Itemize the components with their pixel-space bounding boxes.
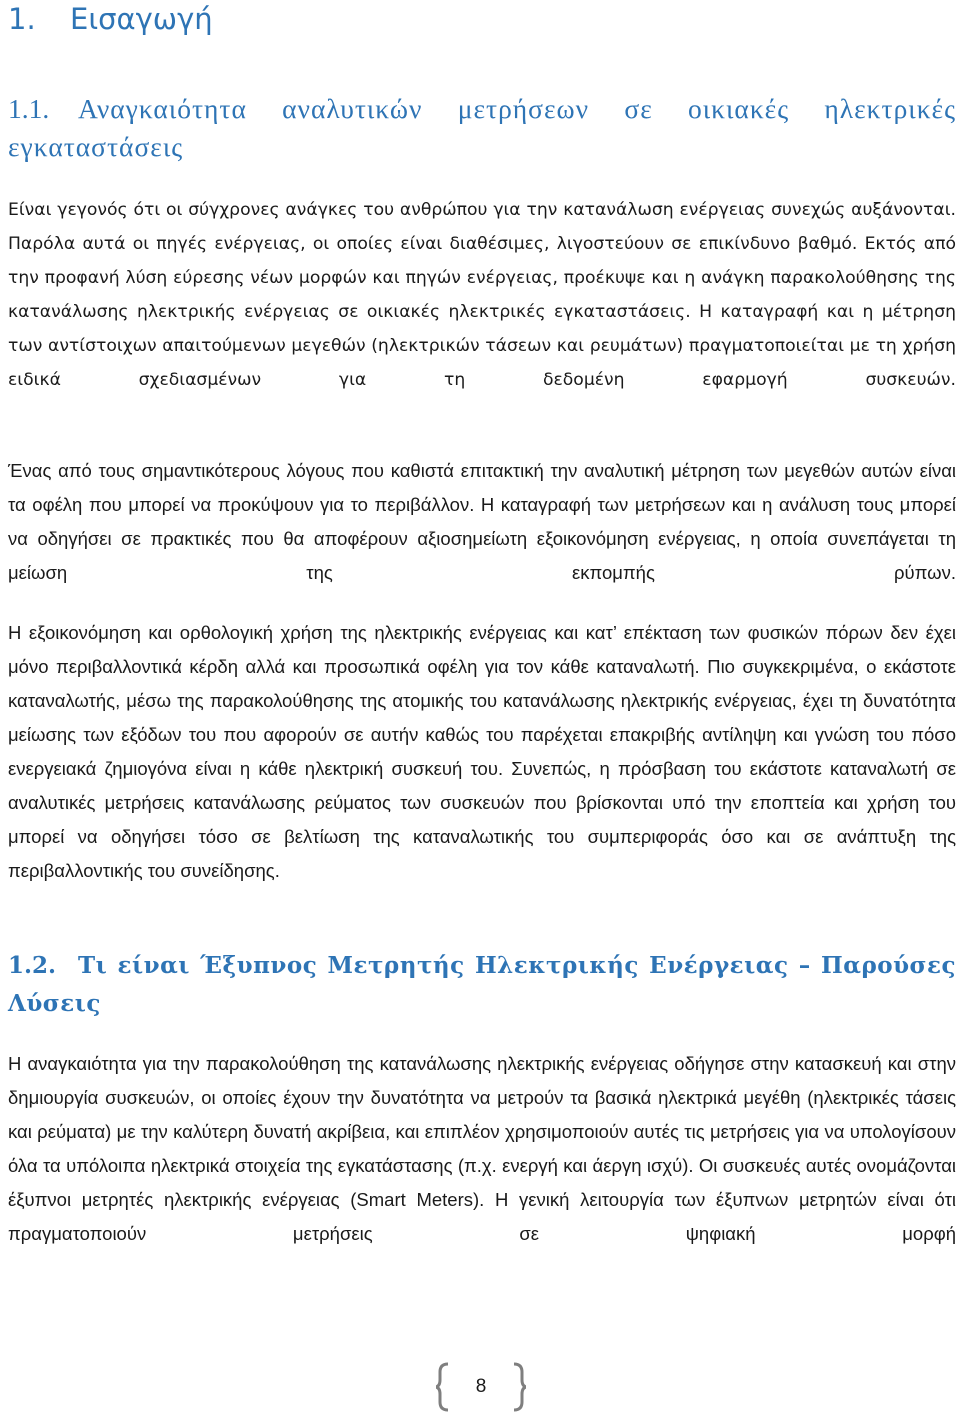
chapter-title: Εισαγωγή	[70, 2, 213, 36]
page-footer	[436, 1362, 526, 1412]
paragraph-4: Η αναγκαιότητα για την παρακολούθηση της κατανάλωσης ηλεκτρικής ενέργειας οδήγησε στην κατασκευή και στην δημιουργία συσκευών, οι οποίες έχουν την δυνατότητα να μετρούν τα βασικά ηλεκτρικά μεγέθη (ηλεκτρικές τάσεις και ρεύματα) με την καλύτερη δυνατή ακρίβεια, και επιπλέον χρησιμοποιούν αυτές τις μετρήσεις για να υπολογίσουν όλα τα υπόλοιπα ηλεκτρικά στοιχεία της εγκατάστασης (π.χ. ενεργή και άεργη ισχύ). Οι συσκευές αυτές ονομάζονται έξυπνοι μετρητές ηλεκτρικής ενέργειας (Smart Meters). Η γενική λειτουργία των έξυπνων μετρητών είναι ότι πραγματοποιούν μετρήσεις σε ψηφιακή μορφή	[8, 1053, 956, 1244]
section-heading-1-1	[8, 90, 956, 166]
section-title: Τι είναι Έξυπνος Μετρητής Ηλεκτρικής Ενέργειας – Παρούσες Λύσεις	[8, 952, 956, 1017]
page-number: 8	[475, 1376, 487, 1397]
section-title: Αναγκαιότητα αναλυτικών μετρήσεων σε οικιακές ηλεκτρικές εγκαταστάσεις	[8, 93, 956, 162]
section-number: 1.1.	[8, 93, 50, 124]
section-number: 1.2.	[8, 952, 57, 979]
paragraph-1: Είναι γεγονός ότι οι σύγχρονες ανάγκες του ανθρώπου για την κατανάλωση ενέργειας συνεχώς αυξάνονται. Παρόλα αυτά οι πηγές ενέργειας, οι οποίες είναι διαθέσιμες, λιγοστεύουν σε επικίνδυνο βαθμό. Εκτός από την προφανή λύση εύρεσης νέων μορφών και πηγών ενέργειας, προέκυψε και η ανάγκη παρακολούθησης της κατανάλωσης ηλεκτρικής ενέργειας σε οικιακές ηλεκτρικές εγκαταστάσεις. Η καταγραφή και η μέτρηση των αντίστοιχων απαιτούμενων μεγεθών (ηλεκτρικών τάσεων και ρευμάτων) πραγματοποιείται με τη χρήση ειδικά σχεδιασμένων για τη δεδομένη εφαρμογή συσκευών.	[8, 200, 956, 390]
chapter-number: 1.	[8, 2, 36, 36]
section-heading-1-2	[8, 947, 956, 1023]
chapter-heading	[8, 2, 213, 36]
paragraph-2: Ένας από τους σημαντικότερους λόγους που καθιστά επιτακτική την αναλυτική μέτρηση των μεγεθών αυτών είναι τα οφέλη που μπορεί να προκύψουν για το περιβάλλον. Η καταγραφή των μετρήσεων και η ανάλυση τους μπορεί να οδηγήσει σε πρακτικές που θα αποφέρουν αξιοσημείωτη εξοικονόμηση ενέργειας, η οποία συνεπάγεται τη μείωση της εκπομπής ρύπων.	[8, 460, 956, 583]
paragraph-3: Η εξοικονόμηση και ορθολογική χρήση της ηλεκτρικής ενέργειας και κατ’ επέκταση των φυσικών πόρων δεν έχει μόνο περιβαλλοντικά κέρδη αλλά και προσωπικά οφέλη για τον κάθε καταναλωτή. Πιο συγκεκριμένα, ο εκάστοτε καταναλωτής, μέσω της παρακολούθησης της ατομικής του κατανάλωσης ηλεκτρικής ενέργειας, έχει τη δυνατότητα μείωσης των εξόδων του που αφορούν σε αυτήν καθώς του παρέχεται επακριβής αντίληψη και γνώση του πόσο ενεργειακά ζημιογόνα είναι η κάθε ηλεκτρική συσκευή του. Συνεπώς, η πρόσβαση του εκάστοτε καταναλωτή σε αναλυτικές μετρήσεις κατανάλωσης ρεύματος των συσκευών που βρίσκονται υπό την εποπτεία και χρήση του μπορεί να οδηγήσει τόσο σε βελτίωση της καταναλωτικής του συμπεριφοράς όσο και σε ανάπτυξη της περιβαλλοντικής του συνείδησης.	[8, 622, 956, 881]
